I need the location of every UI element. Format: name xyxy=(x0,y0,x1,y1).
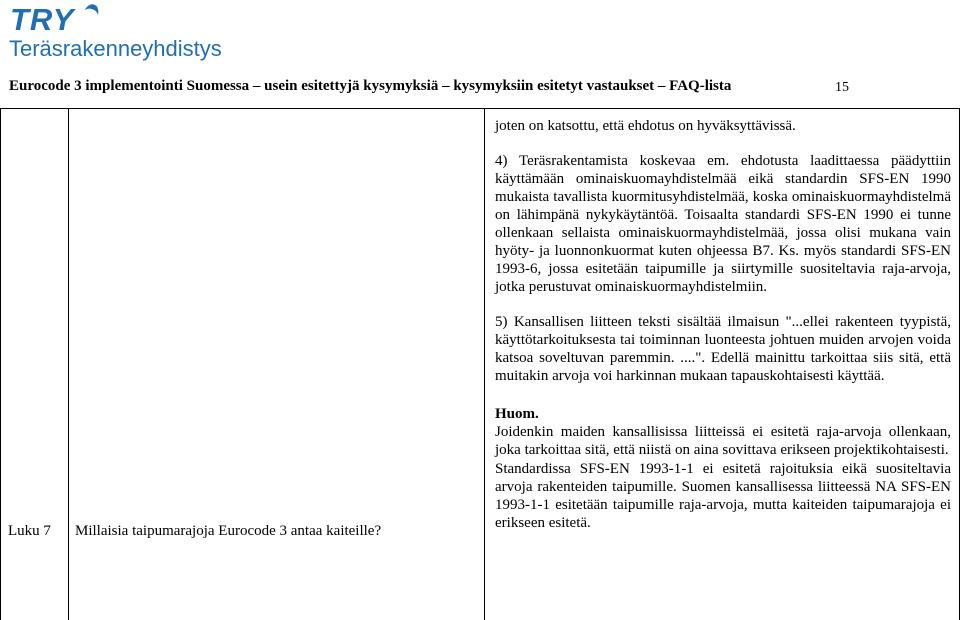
answer-paragraph: joten on katsottu, että ehdotus on hyväksyttävissä. xyxy=(495,118,796,134)
answer-paragraph: 5) Kansallisen liitteen teksti sisältää ilmaisun "...ellei rakenteen tyypistä, käyttötarkoituksesta tai toiminnan luonteesta johtuen muiden arvojen voida katsoa soveltuvan paremmin. ....". Edellä mainittu tarkoittaa siis sitä, että muitakin arvoja voi harkinnan mukaan tapauskohtaisesti käyttää. xyxy=(495,314,951,384)
answer-cell xyxy=(495,117,951,532)
answer-paragraph: Joidenkin maiden kansallisissa liitteissä ei esitetä raja-arvoja ollenkaan, joka tarkoittaa sitä, että niistä on aina sovittava erikseen projektikohtaisesti. xyxy=(495,424,951,458)
answer-paragraph: 4) Teräsrakentamista koskevaa em. ehdotusta laadittaessa päädyttiin käyttämään ominaiskuomayhdistelmää eikä standardin SFS-EN 1990 mukaista tavallista kuormitusyhdistelmää, koska ominaiskuormayhdistelmä on lähimpänä nykykäytäntöä. Toisaalta standardi SFS-EN 1990 ei tunne ollenkaan sellaista ominaiskuormayhdistelmää, jossa olisi mukana vain hyöty- ja luonnonkuormat kuten ohjeessa B7. Ks. myös standardi SFS-EN 1993-6, jossa esitetään taipumille ja siirtymille suositeltavia raja-arvoja, jotka perustuvat ominaiskuormayhdistelmiin. xyxy=(495,153,951,295)
column-divider xyxy=(68,109,69,620)
logo-mark: TRY xyxy=(10,2,75,37)
column-divider xyxy=(484,109,485,620)
logo-name: Teräsrakenneyhdistys xyxy=(9,36,222,61)
answer-paragraph: Standardissa SFS-EN 1993-1-1 ei esitetä rajoituksia eikä suositeltavia arvoja rakenteiden taipumille. Suomen kansallisessa liitteessä NA SFS-EN 1993-1-1 esitetään taipumille raja-arvoja, mutta kaiteiden taipumarajoja ei erikseen esitetä. xyxy=(495,461,951,531)
note-label: Huom. xyxy=(495,406,539,422)
page-number: 15 xyxy=(835,80,849,95)
page-header-title: Eurocode 3 implementointi Suomessa – usein esitettyjä kysymyksiä – kysymyksiin esitetyt vastaukset – FAQ-lista xyxy=(9,78,732,94)
faq-table xyxy=(0,108,960,620)
logo xyxy=(8,2,228,64)
chapter-label: Luku 7 xyxy=(8,523,51,539)
question-text: Millaisia taipumarajoja Eurocode 3 antaa kaiteille? xyxy=(75,523,382,539)
logo-swoosh-icon xyxy=(81,2,101,25)
